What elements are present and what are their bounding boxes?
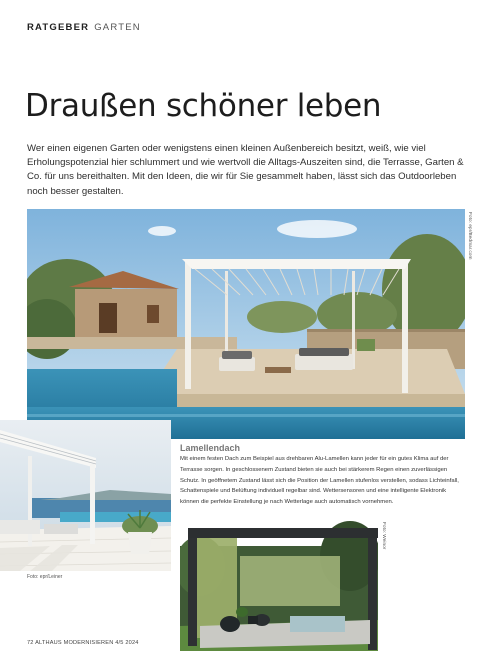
page-folio: 72 ALTHAUS MODERNISIEREN 4/5 2024 <box>27 640 139 646</box>
article-intro: Wer einen eigenen Garten oder wenigstens einen kleinen Außenbereich besitzt, weiß, wie viel Erholungspotenzial hier schlummert und wie wertvoll die Alltags-Auszeiten sind, die Terrasse, Garten & Co. für uns bereithalten. Mit den Ideen, die wir für Sie gesammelt haben, lässt sich das Outdoorleben noch besser gestalten. <box>27 143 464 197</box>
article-headline: Draußen schöner leben <box>25 88 382 124</box>
small-photo-dark-pergola <box>180 516 378 651</box>
small-photo-illustration <box>180 516 378 651</box>
section-body: Mit einem festen Dach zum Beispiel aus drehbaren Alu-Lamellen kann jeder für ein gutes Klima auf der Terrasse sorgen. In geschlossenem Zustand bieten sie auch bei stärkerem Regen einen zuverlässigen Schutz. In geöffnetem Zustand lässt sich die Position der Lamellen stufenlos verstellen, sodass Lichteinfall, Schattenspiele und Belüftung individuell regelbar sind. Wettersensoren und eine intelligente Elektronik können die perfekte Einstellung je nach Wetterlage auch automatisch vornehmen. <box>180 456 459 506</box>
section-kicker <box>27 22 141 33</box>
left-photo-credit: Foto: epr/Leiner <box>27 574 63 580</box>
subsection-label: GARTEN <box>94 22 141 33</box>
main-photo-illustration <box>27 209 465 439</box>
main-photo-pergola-pool <box>27 209 465 439</box>
left-photo-pergola-deck <box>0 420 171 571</box>
section-title: Lamellendach <box>180 443 241 453</box>
small-photo-credit: Foto: Weinor <box>381 522 386 550</box>
main-photo-credit: Foto: epr/Bedmar.com <box>467 212 472 260</box>
section-label: RATGEBER <box>27 22 90 33</box>
left-photo-illustration <box>0 420 171 571</box>
